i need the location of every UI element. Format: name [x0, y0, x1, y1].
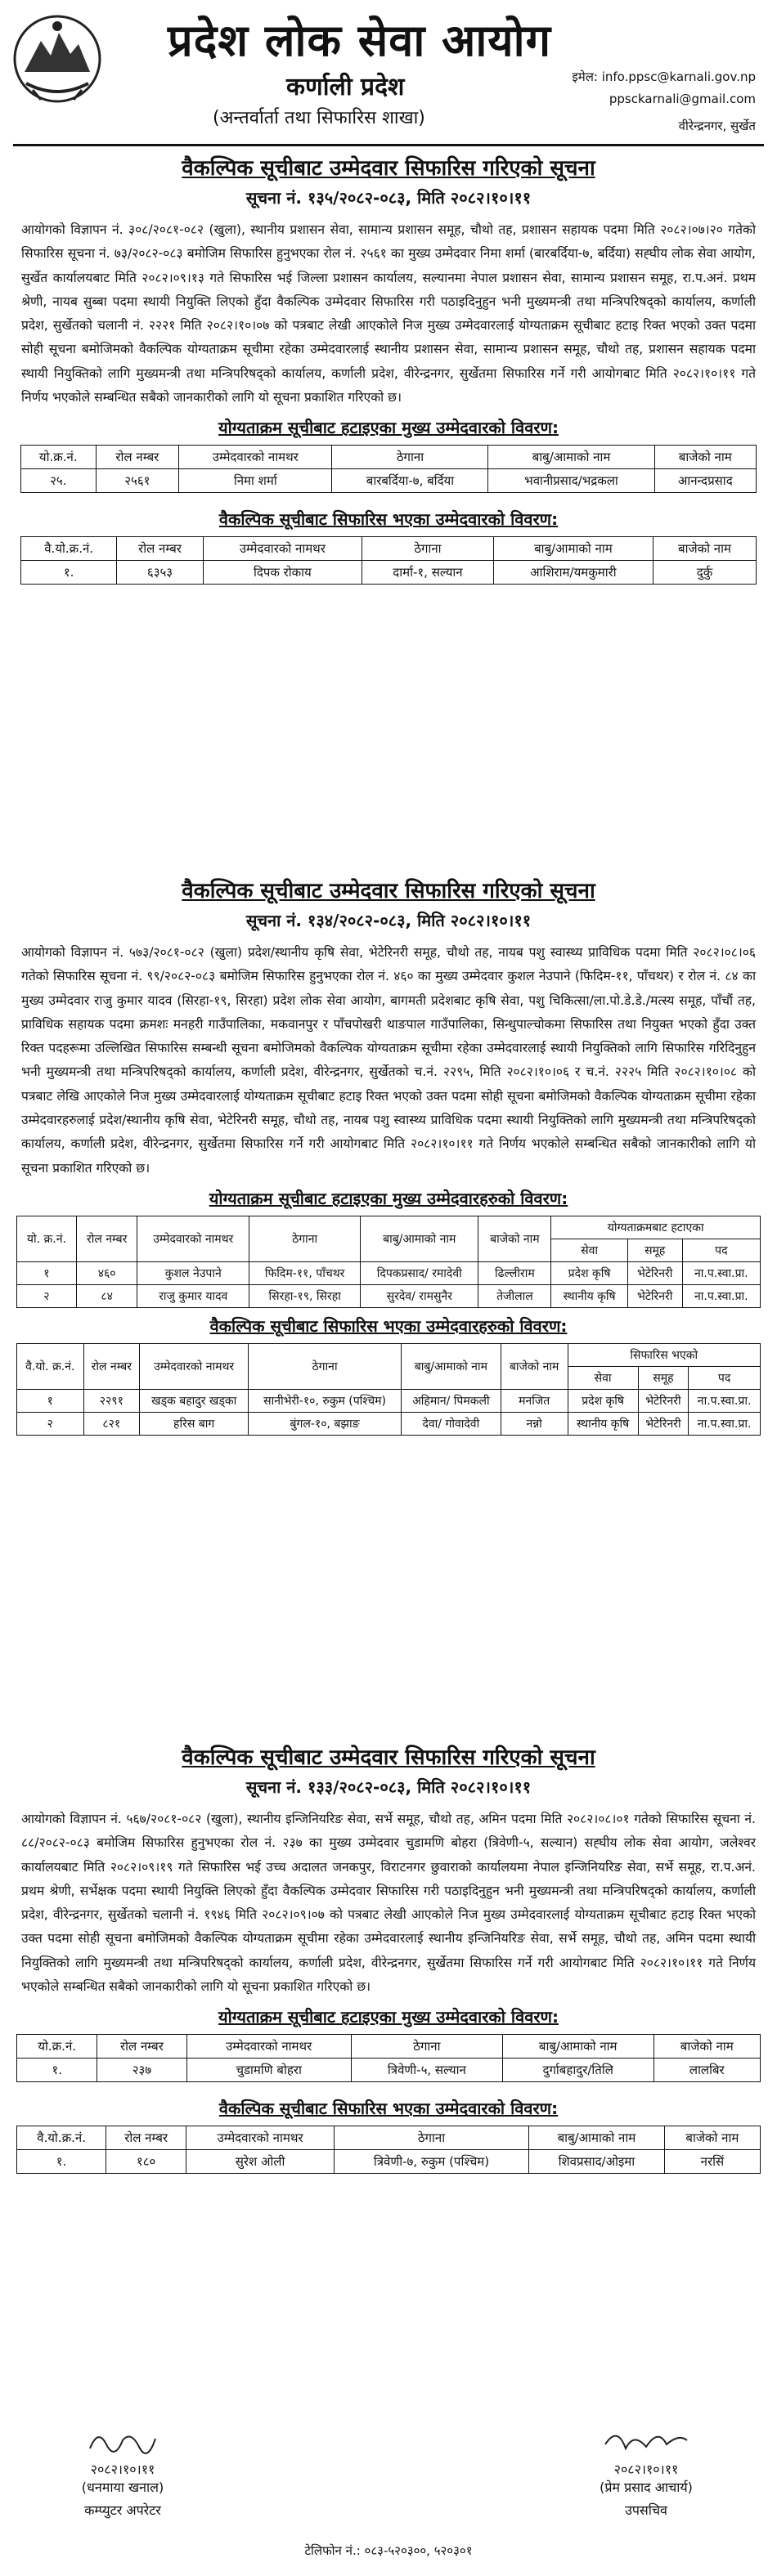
table-cell: दुर्कु [653, 561, 756, 585]
table-cell: १ [17, 1261, 77, 1284]
col-header: बाबु/आमाको नाम [528, 2126, 664, 2150]
removed-candidates-heading: योग्यताक्रम सूचीबाट हटाइएका मुख्य उम्मेदवारहरुको विवरण: [209, 1188, 568, 1208]
recommended-candidates-heading: वैकल्पिक सूचीबाट सिफारिस भएका उम्मेदवारको विवरण: [218, 2099, 559, 2119]
col-header: बाबु/आमाको नाम [361, 1216, 478, 1261]
col-header: पद [682, 1239, 760, 1261]
col-header: बाबु/आमाको नाम [502, 2035, 653, 2059]
table-row [21, 561, 757, 585]
table-cell: बारबर्दिया-७, बर्दिया [332, 469, 488, 493]
government-emblem-icon [8, 8, 106, 106]
notice-3 [0, 1741, 777, 2174]
col-header: बाजेको नाम [478, 1216, 551, 1261]
table-cell: प्रदेश कृषि [568, 1389, 638, 1412]
table-row [21, 469, 757, 493]
recommended-candidates-table [16, 2126, 761, 2174]
table-header-row [17, 1343, 761, 1366]
table-cell: भेटेरिनरी [638, 1412, 689, 1435]
table-cell: ४६० [76, 1261, 137, 1284]
table-cell: त्रिवेणी-५, सल्यान [351, 2059, 502, 2082]
col-header: रोल नम्बर [76, 1216, 137, 1261]
table-header-row [17, 1216, 761, 1239]
signature-scribble-icon [601, 2424, 691, 2457]
notice-body: आयोगको विज्ञापन नं. ५७३/२०८१-०८२ (खुला) प्रदेश/स्थानीय कृषि सेवा, भेटेरिनरी समूह, चौथो तह, नायब पशु स्वास्थ्य प्राविधिक पदमा मिति २०८२।०८।०६ गतेको सिफारिस सूचना नं. ९९/२०८२-०८३ बमोजिम सिफारिस हुनुभएका रोल नं. ४६० का मुख्य उम्मेदवार कुशल नेउपाने (फिदिम-११, पाँचथर) र रोल नं. ८४ का मुख्य उम्मेदवार राजु कुमार यादव (सिरहा-१९, सिरहा) प्रदेश लोक सेवा आयोग, बागमती प्रदेशबाट कृषि सेवा, पशु चिकित्सा/ला.पो.डे.डे./मत्स्य समूह, पाँचौं तह, प्राविधिक सहायक पदमा क्रमशः मनहरी गाउँपालिका, मकवानपुर र पाँचपोखरी थाङपाल गाउँपालिका, सिन्धुपाल्चोकमा सिफारिस तथा नियुक्त भएको हुँदा उक्त रिक्त पदहरूमा उल्लिखित सिफारिस सम्बन्धी सूचना बमोजिमको वैकल्पिक योग्यताक्रम सूचीमा रहेका उम्मेदवारलाई स्थायी नियुक्तिको लागि सिफारिस गरिदिनुहुन भनी मुख्यमन्त्री तथा मन्त्रिपरिषद्को कार्यालय, कर्णाली प्रदेश, वीरेन्द्रनगर, सुर्खेतको च.नं. २२९५, मिति २०८२।१०।०६ र च.नं. २२२५ मिति २०८२।१०।०८ को पत्रबाट लेखि आएकोले निज मुख्य उम्मेदवारलाई योग्यताक्रम सूचीबाट हटाइ रिक्त भएको उक्त पदमा सोही सूचना बमोजिमको वैकल्पिक योग्यताक्रम सूचीमा रहेका उम्मेदवारहरुलाई प्रदेश/स्थानीय कृषि सेवा, भेटेरिनरी समूह, चौथो तह, नायब पशु स्वास्थ्य प्राविधिक पदमा स्थायी नियुक्तिको लागि मुख्यमन्त्री तथा मन्त्रिपरिषद्को कार्यालय, कर्णाली प्रदेश, वीरेन्द्रनगर, सुर्खेतमा सिफारिस गर्ने गरी आयोगबाट मिति २०८२।१०।११ गते निर्णय भएकोले सम्बन्धित सबैको जानकारीको लागि यो सूचना प्रकाशित गरिएको छ। [21, 945, 756, 1176]
email-secondary: ppsckarnali@gmail.com [609, 92, 756, 106]
table-row [17, 2059, 761, 2082]
recommended-candidates-table [20, 536, 757, 585]
table-cell: दार्मा-१, सल्यान [362, 561, 494, 585]
col-header: वै.यो.क्र.नं. [21, 537, 117, 561]
table-cell: फिदिम-११, पाँचथर [249, 1261, 361, 1284]
col-header: बाबु/आमाको नाम [488, 446, 654, 469]
col-header: उम्मेदवारको नामथर [140, 1343, 249, 1389]
notice-number: सूचना नं. १३४/२०८२-०८३, मिति २०८२।१०।११ [245, 911, 532, 930]
col-header: रोल नम्बर [117, 537, 203, 561]
removed-candidates-heading: योग्यताक्रम सूचीबाट हटाइएका मुख्य उम्मेदवारको विवरण: [218, 418, 559, 438]
col-header: ठेगाना [334, 2126, 528, 2150]
table-cell: नन्नो [501, 1412, 568, 1435]
col-header: उम्मेदवारको नामथर [186, 2126, 335, 2150]
table-cell: शिवप्रसाद/ओइमा [528, 2150, 664, 2174]
table-cell: ना.प.स्वा.प्रा. [689, 1389, 761, 1412]
table-cell: भवानीप्रसाद/भद्रकला [488, 469, 654, 493]
table-cell: दिपक रोकाय [203, 561, 362, 585]
province-name: कर्णाली प्रदेश [286, 73, 405, 101]
email-primary: इमेल: info.ppsc@karnali.gov.np [572, 69, 756, 84]
table-cell: १. [17, 2150, 106, 2174]
branch-name: (अन्तर्वार्ता तथा सिफारिस शाखा) [213, 108, 425, 128]
notice-number: सूचना नं. १३५/२०८२-०८३, मिति २०८२।१०।११ [245, 188, 532, 208]
table-cell: १. [17, 2059, 97, 2082]
col-header: बाजेको नाम [664, 2126, 760, 2150]
col-header: ठेगाना [351, 2035, 502, 2059]
signature-scribble-icon [86, 2424, 159, 2457]
col-header: उम्मेदवारको नामथर [137, 1216, 249, 1261]
table-cell: मनजित [501, 1389, 568, 1412]
col-group-header: सिफारिस भएको [568, 1343, 760, 1366]
col-header: समूह [638, 1366, 689, 1389]
table-cell: स्थानीय कृषि [551, 1284, 627, 1307]
removed-candidates-table [16, 1216, 761, 1308]
col-header: यो.क्र.नं. [21, 446, 97, 469]
col-header: बाजेको नाम [653, 2035, 761, 2059]
signature-date: २०८२।१०।११ [613, 2462, 679, 2477]
table-cell: ना.प.स्वा.प्रा. [689, 1412, 761, 1435]
table-header-row [21, 446, 757, 469]
office-address: वीरेन्द्रनगर, सुर्खेत [678, 119, 756, 133]
table-cell: ना.प.स्वा.प्रा. [682, 1261, 760, 1284]
table-row [17, 1412, 761, 1435]
col-header: ठेगाना [249, 1216, 361, 1261]
recommended-candidates-heading: वैकल्पिक सूचीबाट सिफारिस भएका उम्मेदवारहरुको विवरण: [209, 1315, 568, 1336]
organization-title: प्रदेश लोक सेवा आयोग [168, 15, 551, 66]
letterhead [0, 0, 777, 164]
table-cell: दिपकप्रसाद/ रमादेवी [361, 1261, 478, 1284]
notice-1 [0, 152, 777, 585]
table-cell: ८२१ [83, 1412, 140, 1435]
table-row [17, 2150, 761, 2174]
table-cell: ६३५३ [117, 561, 203, 585]
col-header: पद [689, 1366, 761, 1389]
table-cell: २५६१ [96, 469, 179, 493]
telephone-line: टेलिफोन नं.: ०८३-५२०३००, ५२०३०१ [304, 2543, 473, 2558]
col-header: बाजेको नाम [653, 537, 756, 561]
col-group-header: योग्यताक्रमबाट हटाएका [551, 1216, 761, 1239]
notice-title: वैकल्पिक सूचीबाट उम्मेदवार सिफारिस गरिएको सूचना [182, 879, 595, 903]
removed-candidates-table [16, 2034, 761, 2082]
col-header: बाबु/आमाको नाम [401, 1343, 501, 1389]
table-cell: ८४ [76, 1284, 137, 1307]
col-header: रोल नम्बर [83, 1343, 140, 1389]
col-header: ठेगाना [332, 446, 488, 469]
col-header: बाजेको नाम [501, 1343, 568, 1389]
recommended-candidates-table [16, 1343, 761, 1436]
table-cell: देवा/ गोवादेवी [401, 1412, 501, 1435]
table-cell: २ [17, 1284, 77, 1307]
table-cell: राजु कुमार यादव [137, 1284, 249, 1307]
table-cell: २ [17, 1412, 84, 1435]
signature-left [33, 2424, 213, 2519]
signatory-role: उपसचिव [625, 2502, 667, 2518]
table-row [17, 1389, 761, 1412]
table-cell: बुंगल-१०, बझाङ [249, 1412, 402, 1435]
table-cell: १ [17, 1389, 84, 1412]
table-row [17, 1261, 761, 1284]
table-cell: अहिमान/ पिमकली [401, 1389, 501, 1412]
table-cell: सुरदेव/ रामसुनैर [361, 1284, 478, 1307]
table-cell: हरिस बाग [140, 1412, 249, 1435]
table-cell: स्थानीय कृषि [568, 1412, 638, 1435]
table-cell: नरसिं [664, 2150, 760, 2174]
table-cell: सिरहा-१९, सिरहा [249, 1284, 361, 1307]
signature-right [540, 2424, 752, 2519]
col-header: वै.यो. क्र.नं. [17, 1343, 84, 1389]
table-cell: १. [21, 561, 117, 585]
notice-title: वैकल्पिक सूचीबाट उम्मेदवार सिफारिस गरिएको सूचना [182, 1745, 595, 1770]
table-cell: कुशल नेउपाने [137, 1261, 249, 1284]
table-cell: आनन्दप्रसाद [654, 469, 756, 493]
col-header: यो. क्र.नं. [17, 1216, 77, 1261]
table-cell: २३७ [97, 2059, 186, 2082]
table-cell: खड्क बहादुर खड्का [140, 1389, 249, 1412]
removed-candidates-heading: योग्यताक्रम सूचीबाट हटाइएका मुख्य उम्मेदवारको विवरण: [218, 2007, 559, 2027]
col-header: सेवा [568, 1366, 638, 1389]
col-header: वै.यो.क्र.नं. [17, 2126, 106, 2150]
table-cell: प्रदेश कृषि [551, 1261, 627, 1284]
signatory-role: कम्प्युटर अपरेटर [84, 2502, 161, 2518]
table-cell: सुरेश ओली [186, 2150, 335, 2174]
notice-number: सूचना नं. १३३/२०८२-०८३, मिति २०८२।१०।११ [245, 1777, 532, 1797]
col-header: बाजेको नाम [654, 446, 756, 469]
table-cell: त्रिवेणी-७, रुकुम (पश्चिम) [334, 2150, 528, 2174]
table-cell: दुर्गाबहादुर/तिलि [502, 2059, 653, 2082]
table-header-row [17, 2035, 761, 2059]
col-header: ठेगाना [249, 1343, 402, 1389]
col-header: ठेगाना [362, 537, 494, 561]
signatory-name: (प्रेम प्रसाद आचार्य) [600, 2480, 693, 2495]
col-header: रोल नम्बर [97, 2035, 186, 2059]
header-divider [13, 144, 764, 146]
recommended-candidates-heading: वैकल्पिक सूचीबाट सिफारिस भएका उम्मेदवारको विवरण: [218, 509, 559, 530]
col-header: उम्मेदवारको नामथर [203, 537, 362, 561]
col-header: सेवा [551, 1239, 627, 1261]
notice-2 [0, 875, 777, 1436]
table-cell: भेटेरिनरी [627, 1261, 682, 1284]
signatory-name: (धनमाया खनाल) [81, 2480, 164, 2495]
table-cell: ढिल्लीराम [478, 1261, 551, 1284]
table-cell: सानीभेरी-१०, रुकुम (पश्चिम) [249, 1389, 402, 1412]
table-cell: आशिराम/यमकुमारी [493, 561, 653, 585]
signature-date: २०८२।१०।११ [90, 2462, 155, 2477]
notice-body: आयोगको विज्ञापन नं. ५६७/२०८१-०८२ (खुला), स्थानीय इन्जिनियरिङ सेवा, सर्भे समूह, चौथो तह, अमिन पदमा मिति २०८२।०८।०१ गतेको सिफारिस सूचना नं. ८८/२०८२-०८३ बमोजिम सिफारिस हुनुभएका रोल नं. २३७ का मुख्य उम्मेदवार चुडामणि बोहरा (त्रिवेणी-५, सल्यान) सह्घीय लोक सेवा आयोग, जलेश्वर कार्यालयबाट मिति २०८२।०९।१९ गते सिफारिस भई उच्च अदालत जनकपुर, विराटनगर छुवाराको कार्यालयमा नेपाल इन्जिनियरिङ सेवा, सर्भे समूह, रा.प.अनं. प्रथम श्रेणी, सर्भेक्षक पदमा स्थायी नियुक्ति लिएको हुँदा वैकल्पिक उम्मेदवार सिफारिस गरी पठाइदिनुहुन भनी मुख्यमन्त्री तथा मन्त्रिपरिषद्को कार्यालय, कर्णाली प्रदेश, वीरेन्द्रनगर, सुर्खेतको चलानी नं. १९४६ मिति २०८२।०९।०७ को पत्रबाट लेखी आएकोले निज मुख्य उम्मेदवारलाई योग्यताक्रम सूचीबाट हटाइ रिक्त भएको उक्त पदमा सोही सूचना बमोजिमको वैकल्पिक योग्यताक्रम सूचीमा रहेका उम्मेदवारलाई स्थानीय इन्जिनियरिङ सेवा, सर्भे समूह, चौथो तह, अमिन पदमा स्थायी नियुक्तिको लागि मुख्यमन्त्री तथा मन्त्रिपरिषद्को कार्यालय, कर्णाली प्रदेश, वीरेन्द्रनगर, सुर्खेतमा सिफारिस गर्ने गरी आयोगबाट मिति २०८२।१०।११ गते निर्णय भएकोले सम्बन्धित सबैको जानकारीको लागि यो सूचना प्रकाशित गरिएको छ। [21, 1812, 756, 1995]
removed-candidates-table [20, 445, 757, 493]
table-header-row [17, 2126, 761, 2150]
table-row [17, 1284, 761, 1307]
table-cell: २२९१ [83, 1389, 140, 1412]
col-header: यो.क्र.नं. [17, 2035, 97, 2059]
table-header-row [21, 537, 757, 561]
table-cell: लालबिर [653, 2059, 761, 2082]
notice-title: वैकल्पिक सूचीबाट उम्मेदवार सिफारिस गरिएको सूचना [182, 156, 595, 181]
table-cell: २५. [21, 469, 97, 493]
table-cell: चुडामणि बोहरा [186, 2059, 351, 2082]
col-header: उम्मेदवारको नामथर [186, 2035, 351, 2059]
col-header: रोल नम्बर [106, 2126, 186, 2150]
col-header: रोल नम्बर [96, 446, 179, 469]
table-cell: ना.प.स्वा.प्रा. [682, 1284, 760, 1307]
table-cell: निमा शर्मा [179, 469, 332, 493]
notice-body: आयोगको विज्ञापन नं. ३०८/२०८१-०८२ (खुला), स्थानीय प्रशासन सेवा, सामान्य प्रशासन समूह, चौथो तह, प्रशासन सहायक पदमा मिति २०८२।०७।२० गतेको सिफारिस सूचना नं. ७३/२०८२-०८३ बमोजिम सिफारिस हुनुभएका रोल नं. २५६१ का मुख्य उम्मेदवार निमा शर्मा (बारबर्दिया-७, बर्दिया) सह्घीय लोक सेवा आयोग, सुर्खेत कार्यालयबाट मिति २०८२।०९।१३ गते सिफारिस भई जिल्ला प्रशासन कार्यालय, सल्यानमा नेपाल प्रशासन सेवा, सामान्य प्रशासन समूह, रा.प.अनं. प्रथम श्रेणी, नायब सुब्बा पदमा स्थायी नियुक्ति लिएको हुँदा वैकल्पिक उम्मेदवार सिफारिस गरी पठाइदिनुहुन भनी मुख्यमन्त्री तथा मन्त्रिपरिषद्को कार्यालय, कर्णाली प्रदेश, सुर्खेतको चलानी नं. २२२१ मिति २०८२।१०।०७ को पत्रबाट लेखी आएकोले निज मुख्य उम्मेदवारलाई योग्यताक्रम सूचीबाट हटाइ रिक्त भएको उक्त पदमा सोही सूचना बमोजिमको वैकल्पिक योग्यताक्रम सूचीमा रहेका उम्मेदवारलाई स्थानीय प्रशासन सेवा, सामान्य प्रशासन समूह, चौथो तह, प्रशासन सहायक पदमा स्थायी नियुक्तिको लागि मुख्यमन्त्री तथा मन्त्रिपरिषद्को कार्यालय, कर्णाली प्रदेश, वीरेन्द्रनगर, सुर्खेतमा सिफारिस गर्ने गरी आयोगबाट मिति २०८२।१०।११ गते निर्णय भएकोले सम्बन्धित सबैको जानकारीको लागि यो सूचना प्रकाशित गरिएको छ। [21, 222, 756, 405]
table-cell: भेटेरिनरी [638, 1389, 689, 1412]
table-cell: १८० [106, 2150, 186, 2174]
table-cell: भेटेरिनरी [627, 1284, 682, 1307]
table-cell: तेजीलाल [478, 1284, 551, 1307]
col-header: उम्मेदवारको नामथर [179, 446, 332, 469]
col-header: बाबु/आमाको नाम [493, 537, 653, 561]
col-header: समूह [627, 1239, 682, 1261]
